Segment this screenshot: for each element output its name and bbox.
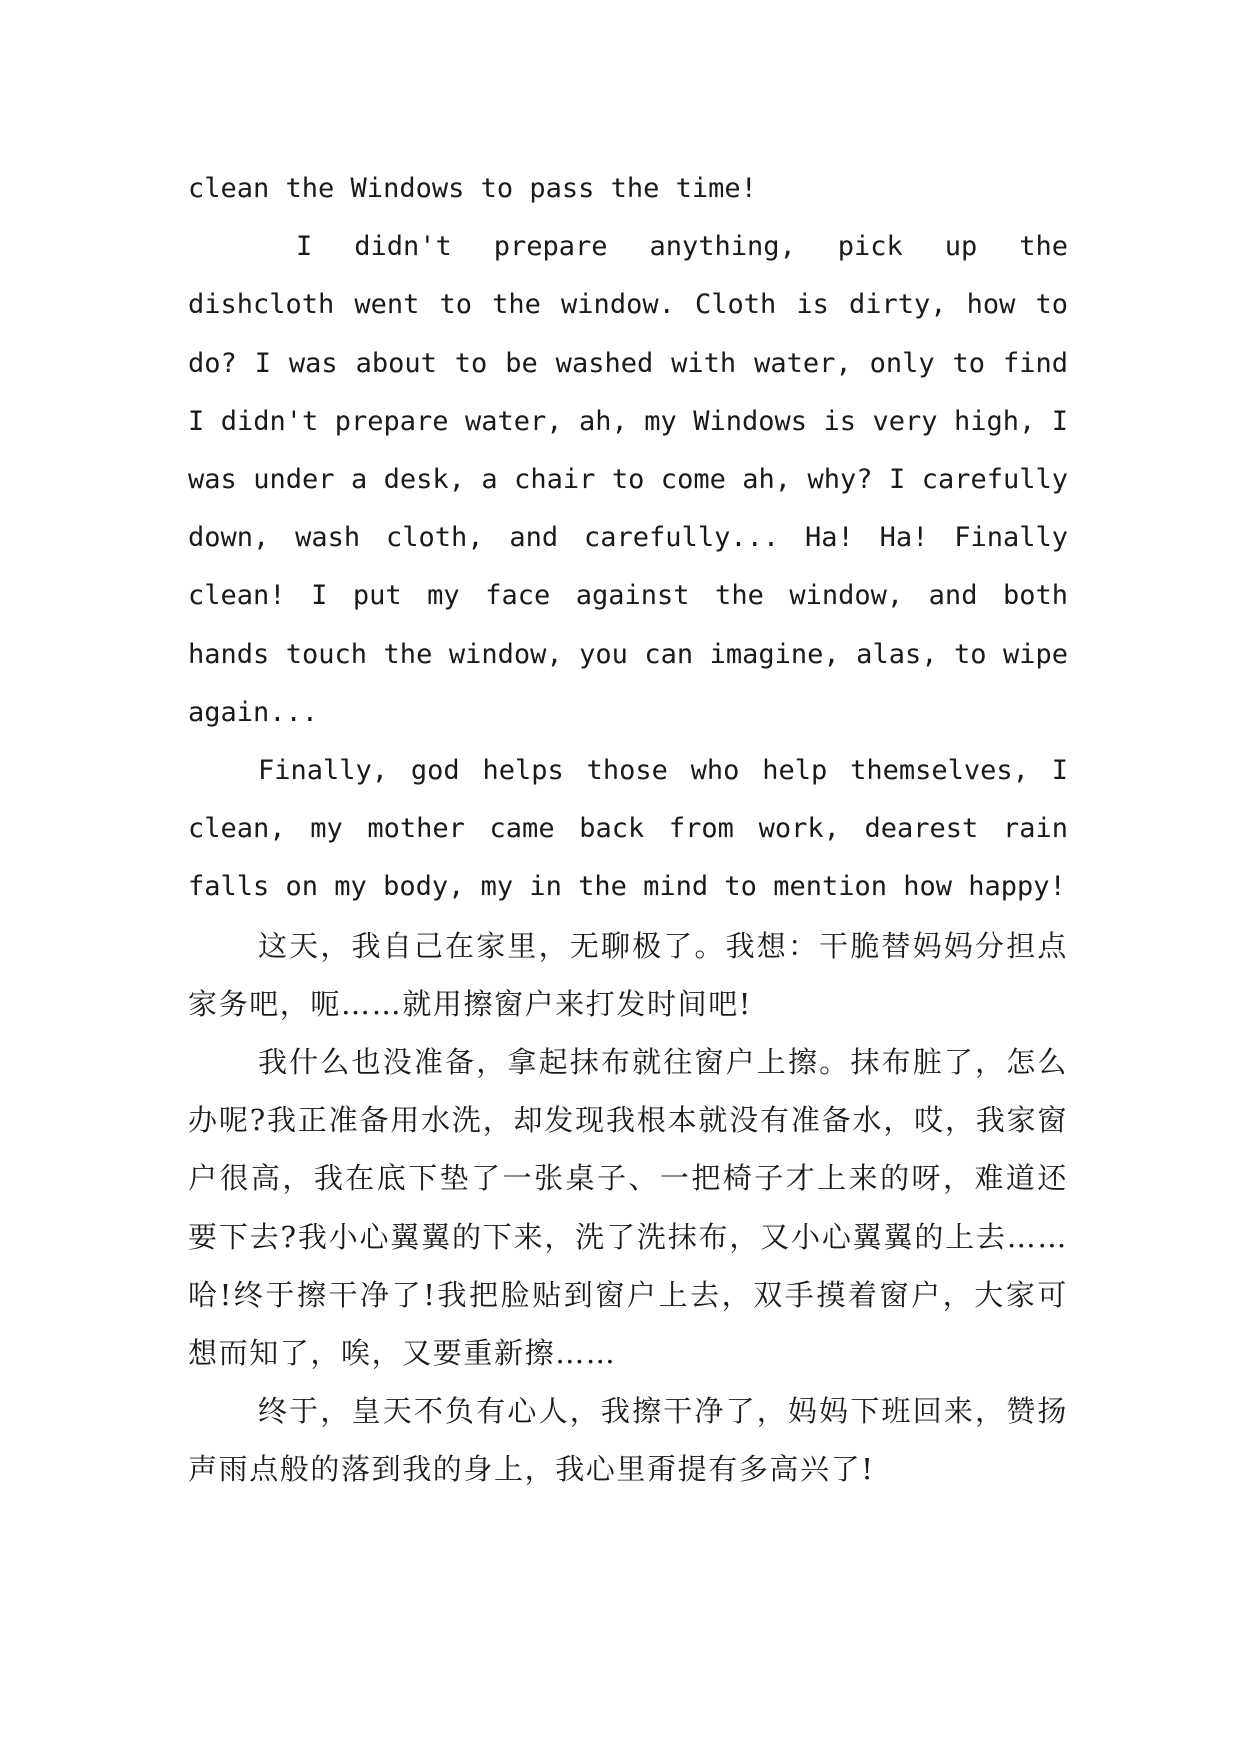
paragraph-en-3: Finally, god helps those who help themselves, I clean, my mother came back from work, dearest rain falls on my body, my in the mind to mention how happy! <box>188 755 1068 903</box>
paragraph-zh-2: 我什么也没准备，拿起抹布就往窗户上擦。抹布脏了，怎么办呢?我正准备用水洗，却发现我根本就没有准备水，哎，我家窗户很高，我在底下垫了一张桌子、一把椅子才上来的呀，难道还要下去?我小心翼翼的下来，洗了洗抹布，又小心翼翼的上去……哈!终于擦干净了!我把脸贴到窗户上去，双手摸着窗户，大家可想而知了，唉，又要重新擦…… <box>188 1045 1068 1371</box>
paragraph-zh-3: 终于，皇天不负有心人，我擦干净了，妈妈下班回来，赞扬声雨点般的落到我的身上，我心里甭提有多高兴了! <box>188 1394 1068 1487</box>
document-body <box>188 160 1068 1499</box>
paragraph-en-2: I didn't prepare anything, pick up the dishcloth went to the window. Cloth is dirty, how to do? I was about to be washed with water, only to find I didn't prepare water, ah, my Windows is very high, I was under a desk, a chair to come ah, why? I carefully down, wash cloth, and carefully... Ha! Ha! Finally clean! I put my face against the window, and both hands touch the window, you can imagine, alas, to wipe again... <box>188 231 1068 728</box>
paragraph-zh-1: 这天，我自己在家里，无聊极了。我想：干脆替妈妈分担点家务吧，呃……就用擦窗户来打发时间吧! <box>188 928 1068 1021</box>
paragraph-en-1: clean the Windows to pass the time! <box>188 173 757 204</box>
